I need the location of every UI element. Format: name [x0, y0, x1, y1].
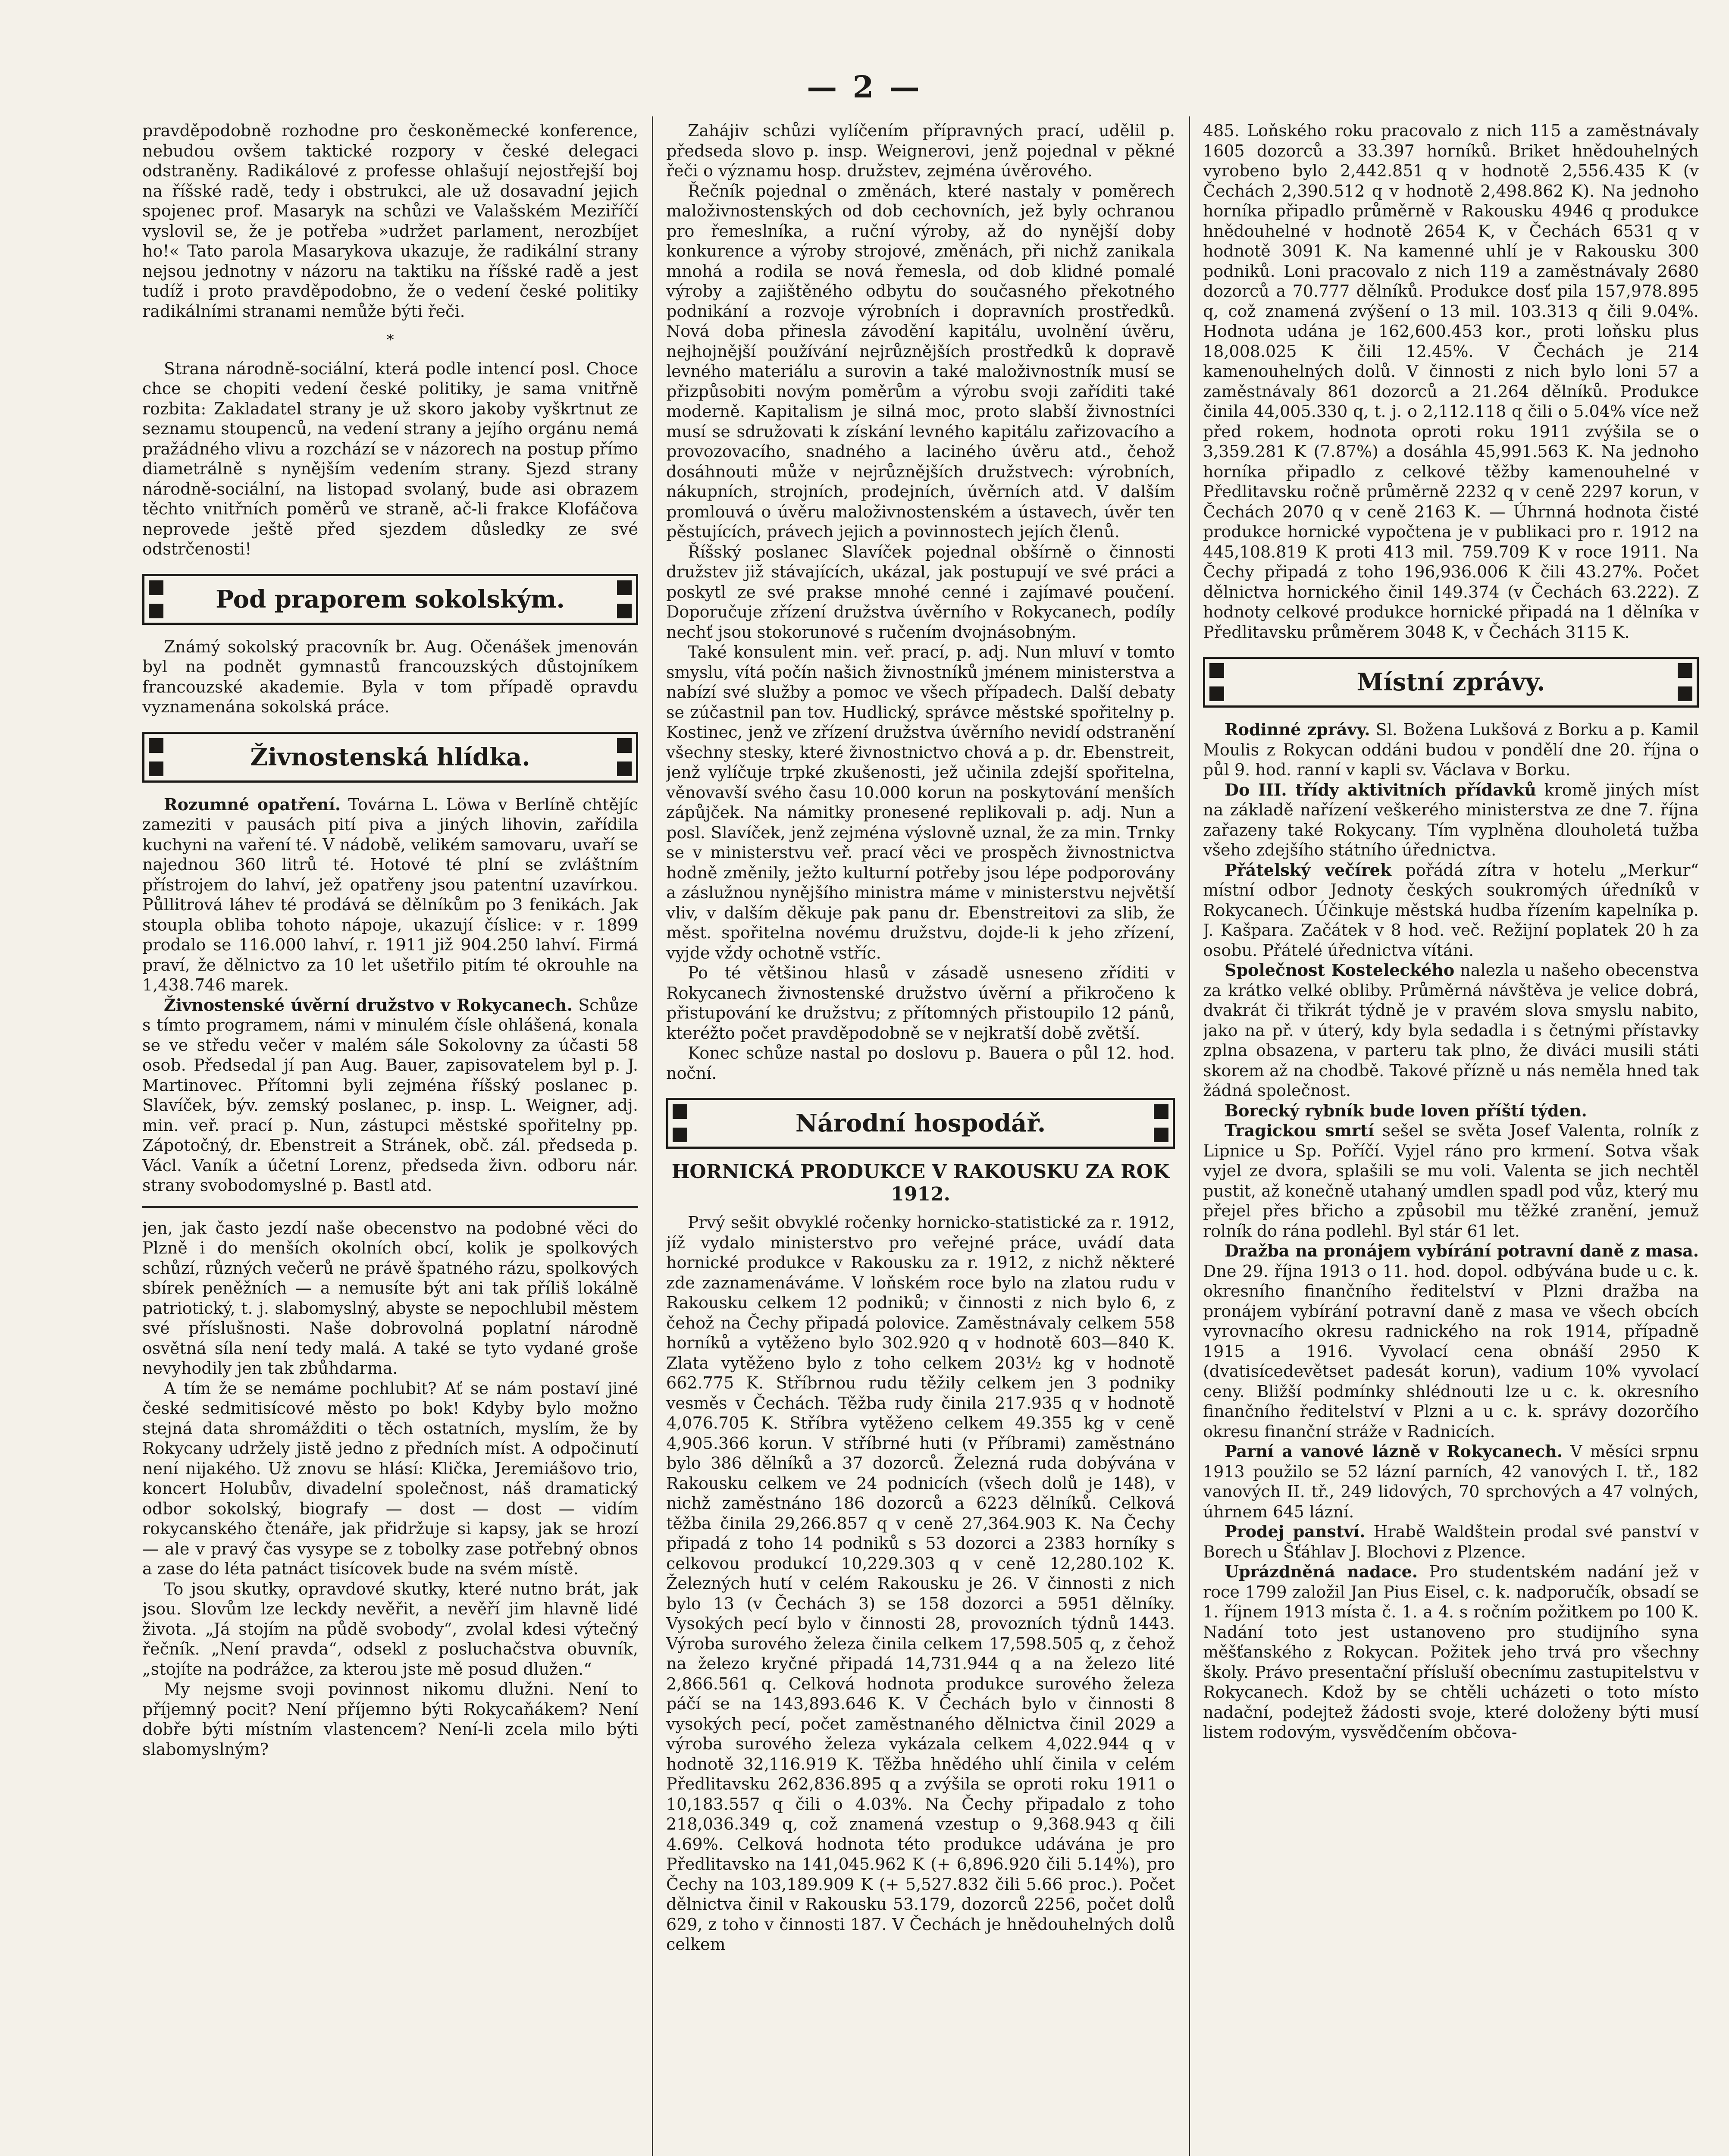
- meeting-paragraph-4: Také konsulent min. veř. prací, p. adj. Nun mluví v tomto smyslu, vítá počín našich živnostníků jménem ministerstva a nabízí své služby a pomoc ve všech případech. Další debaty se zúčastnil pan tov. Hudlický, správce městské spořitelny p. Kostinec, jenž ve zřízení družstva úvěrního nevidí odstranění všechny stesky, které živnostnictvo chová a p. dr. Ebenstreit, jenž vylíčuje trpké zkušenosti, jež učinila zdejší spořitelna, věnovavší svého času 10.000 korun na poskytování menších zápůjček. Na námitky pronesené replikovali p. adj. Nun a posl. Slavíček, jenž zejména výslovně uznal, že za min. Trnky se v ministerstvu veř. prací věci ve prospěch živnostnictva hodně změnily, ježto kulturní potřeby jsou lépe podporovány a záslužnou nynějšího ministra máme v ministerstvu největší vliv, v dalším děkuje pak panu dr. Ebenstreitovi za slib, že měst. spořitelna novému družstvu, dojde-li k jeho zřízení, vyjde vždy ochotně vstříc.: [666, 642, 1175, 962]
- meeting-paragraph-5: Po té většinou hlasů v zásadě usneseno zříditi v Rokycanech živnostenské družstvo úvěrní a přikročeno k přistupování ke družstvu; z přítomných přistoupilo 12 pánů, kteréžto počet pravděpodobně se v nejkratší době zvětší.: [666, 963, 1175, 1043]
- sokol-section-heading: Pod praporem sokolským.: [142, 574, 638, 625]
- local-news-evening: Přátelský večírek pořádá zítra v hotelu „Merkur“ místní odbor Jednoty českých soukromých úředníků v Rokycanech. Účinkuje městská hudba řízením kapelníka p. J. Kašpara. Začátek v 8 hod. več. Režijní poplatek 20 h za osobu. Přátelé úřednictva vítáni.: [1203, 860, 1699, 960]
- economy-section-heading: Národní hospodář.: [666, 1098, 1175, 1149]
- trade-section-heading: Živnostenská hlídka.: [142, 732, 638, 783]
- meeting-paragraph-2: Řečník pojednal o změnách, které nastaly v poměrech maloživnostenských od dob cechovních, jež byly ochranou pro řemeslníka, a ruční výroby, až do nynější doby konkurence a výroby strojové, změnách, při nichž zanikala mnohá a rodila se nová řemesla, od dob klidné pomalé výroby a zajištěného odbytu do současného překotného podnikání a rozvoje výrobních i dopravních prostředků. Nová doba přinesla závodění kapitálu, uvolnění úvěru, nejhojnější používání nejrůznějších prostředků k dopravě levného materiálu a surovin a také maloživnostník musí se přizpůsobiti novým poměrům a výrobu svoji zaříditi také moderně. Kapitalism je silná moc, proto slabší živnostníci musí se sdružovati k získání levného kapitálu zařizovacího a provozovacího, snadného a laciného úvěru atd., čehož dosáhnouti může v nejrůznějších družstvech: výrobních, nákupních, strojních, prodejních, úvěrních atd. V dalším promlouvá o úvěru maloživnostenském a ústavech, úvěr ten pěstujících, právech jejich a povinnostech jejích členů.: [666, 181, 1175, 541]
- local-news-family: Rodinné zprávy. Sl. Božena Lukšová z Borku a p. Kamil Moulis z Rokycan oddáni budou v pondělí dne 20. října o půl 9. hod. ranní v kapli sv. Václava v Borku.: [1203, 720, 1699, 779]
- local-news-estate: Prodej panství. Hrabě Waldštein prodal své panství v Borech u Šťáhlav J. Blochovi z Plzence.: [1203, 1522, 1699, 1561]
- column-left: [142, 121, 638, 2156]
- meeting-paragraph-1: Zahájiv schůzi vylíčením přípravných prací, udělil p. předseda slovo p. insp. Weignerovi, jenž pojednal v pěkné řeči o významu hosp. družstev, zejména úvěrového.: [666, 121, 1175, 180]
- column-middle: [666, 121, 1175, 2156]
- column-right: [1203, 121, 1699, 2156]
- local-news-baths: Parní a vanové lázně v Rokycanech. V měsíci srpnu 1913 použilo se 52 lázní parních, 42 vanových I. tř., 182 vanových II. tř., 249 lidových, 70 sprchových a 47 volných, úhrnem 645 lázní.: [1203, 1442, 1699, 1521]
- local-news-foundation: Uprázdněná nadace. Pro studentském nadání jež v roce 1799 založil Jan Pius Eisel, c. k. nadporučík, obsadí se 1. říjnem 1913 místa č. 1. a 4. s ročním požitkem po 100 K. Nadání toto jest ustanoveno pro studijního syna měšťanského z Rokycan. Požitek jeho trvá pro všechny školy. Právo presentační přísluší obecnímu zastupitelstvu v Rokycanech. Kdož by se chtěli ucházeti o toto místo nadační, podejtež žádosti svoje, které doloženy býti musí listem rodovým, vysvědčením občova-: [1203, 1562, 1699, 1742]
- local-news-auction: Dražba na pronájem vybírání potravní daně z masa. Dne 29. října 1913 o 11. hod. dopol. odbývána bude u c. k. okresního finančního ředitelství v Plzni dražba na pronájem vybírání potravní daně z masa ve všech obcích vyrovnacího okresu radnického na rok 1914, případně 1915 a 1916. Vyvolací cena obnáší 2950 K (dvatisícedevětset padesát korun), vadium 10% vyvolací ceny. Bližší podmínky shlédnouti lze u c. k. okresního finančního ředitelství v Plzni a u c. k. správy dozorčího okresu finanční stráže v Radnicích.: [1203, 1241, 1699, 1441]
- divider: [142, 1206, 638, 1208]
- mining-article: Prvý sešit obvyklé ročenky hornicko-statistické za r. 1912, jíž vydalo ministerstvo pro veřejné práce, uvádí data hornické produkce v Rakousku za r. 1912, z nichž některé zde zaznamenáváme. V loňském roce bylo na zlatou rudu v Rakousku celkem 12 podniků; v činnosti z nich bylo 6, z čehož na Čechy připadá polovice. Zaměstnávaly celkem 558 horníků a vytěženo bylo 302.920 q v hodnotě 603—840 K. Zlata vytěženo bylo z toho celkem 203½ kg v hodnotě 662.775 K. Stříbrnou rudu těžily celkem jen 3 podniky vesměs v Čechách. Těžba rudy činila 217.935 q v hodnotě 4,076.705 K. Stříbra vytěženo celkem 49.355 kg v ceně 4,905.366 korun. V stříbrné huti (v Příbrami) zaměstnáno bylo 386 dělníků a 37 dozorců. Železná ruda dobývána v Rakousku celkem ve 24 podnicích (všech dolů je 148), v nichž zaměstnáno 186 dozorců a 6223 dělníků. Celková těžba činila 29,266.857 q v ceně 27,364.903 K. Na Čechy připadá z toho 14 podniků s 53 dozorci a 2383 horníky s celkovou produkcí 10,229.303 q v ceně 12,280.102 K. Železných hutí v celém Rakousku je 26. V činnosti z nich bylo 13 (v Čechách 3) se 158 dozorci a 5951 dělníky. Vysokých pecí bylo v činnosti 28, provozních týdnů 1443. Výroba surového železa činila celkem 17,598.505 q, z čehož na železo kryčné připadá 14,731.944 q a na železo lité 2,866.561 q. Celková hodnota produkce surového železa páčí se na 143,893.646 K. V Čechách bylo v činnosti 8 vysokých pecí, počet zaměstnaného dělnictva činil 2029 a výroba surového železa vykázala celkem 4,022.944 q v hodnotě 32,116.919 K. Těžba hnědého uhlí činila v celém Předlitavsku 262,836.895 q a zvýšila se oproti roku 1911 o 10,183.557 q čili o 4.03%. Na Čechy připadalo z toho 218,036.349 q, což znamená vzestup o 9,368.943 q čili 4.69%. Celková hodnota této produkce udávána je pro Předlitavsko na 141,045.962 K (+ 6,896.920 čili 5.14%), pro Čechy na 103,189.909 K (+ 5,527.832 čili 5.66 proc.). Počet dělnictva činil v Rakousku 53.179, dozorců 2256, počet dolů 629, z toho v činnosti 187. V Čechách je hnědouhelných dolů celkem: [666, 1213, 1175, 1954]
- local-news-theatre: Společnost Kosteleckého nalezla u našeho obecenstva za krátko velké obliby. Průměrná návštěva je velice dobrá, dvakrát či třikrát týdně je v pravém slova smyslu nabito, jako na př. v úterý, kdy byla sedadla i s četnými přístavky zplna obsazena, v parteru tak plno, že diváci musili státi skorem až na chodbě. Takové přízně u nás neměla hned tak žádná společnost.: [1203, 960, 1699, 1100]
- essay-paragraph-2: A tím že se nemáme pochlubit? Ať se nám postaví jiné české sedmitisícové město po bok! Kdyby bylo možno stejná data shromážditi o těch ostatních, myslím, že by Rokycany udržely jistě jedno z předních míst. A odpočinutí není nijakého. Už znovu se hlásí: Klička, Jeremiášovo trio, koncert Holubův, divadelní společnost, náš dramatický odbor sokolský, biografy — dost — dost — vidím rokycanského čtenáře, jak přidržuje si kapsy, jak se hrozí — ale v pravý čas vysype se z tobolky zase potřebný obnos a zase do léta patnáct tisícovek bude na svém místě.: [142, 1379, 638, 1578]
- column-rule-2: [1189, 116, 1190, 2156]
- essay-paragraph-3: To jsou skutky, opravdové skutky, které nutno brát, jak jsou. Slovům lze leckdy nevěřit, a nevěří jim hlavně lidé života. „Já stojím na půdě svobody“, zvolal kdesi výtečný řečník. „Není pravda“, odsekl z posluchačstva obuvník, „stojíte na podrážce, za kterou jste mě posud dlužen.“: [142, 1579, 638, 1679]
- local-news-allowances: Do III. třídy aktivitních přídavků kromě jiných míst na základě nařízení veškerého ministerstva ze dne 7. října zařazeny také Rokycany. Tím vyplněna dlouholetá tužba všeho zdejšího státního úřednictva.: [1203, 780, 1699, 859]
- essay-paragraph-4: My nejsme svoji povinnost nikomu dlužni. Není to příjemný pocit? Není příjemno býti Rokycaňákem? Není dobře býti místním vlastencem? Není-li zcela milo býti slabomyslným?: [142, 1680, 638, 1759]
- local-news-heading: Místní zprávy.: [1203, 657, 1699, 708]
- mining-continued: 485. Loňského roku pracovalo z nich 115 a zaměstnávaly 1605 dozorců a 33.397 horníků. Briket hnědouhelných vyrobeno bylo 2,442.851 q v hodnotě 2,556.435 K (v Čechách 2,390.512 q v hodnotě 2,498.862 K). Na jednoho horníka připadlo průměrně v Rakousku 4946 q produkce hnědouhelné v hodnotě 2654 K, v Čechách 6531 q v hodnotě 3091 K. Na kamenné uhlí je v Rakousku 300 podniků. Loni pracovalo z nich 119 a zaměstnávaly 2680 dozorců a 70.777 dělníků. Produkce dosť pila 157,978.895 q, což znamená zvýšení o 13 mil. 103.313 q čili 9.04%. Hodnota udána je 162,600.453 kor., proti loňsku plus 18,008.025 K čili 12.45%. V Čechách je 214 kamenouhelných dolů. V činnosti z nich bylo loni 57 a zaměstnávaly 861 dozorců a 21.264 dělníků. Produkce činila 44,005.330 q, t. j. o 2,112.118 q čili o 5.04% více než před rokem, hodnota oproti roku 1911 zvýšila se o 3,359.281 K (7.87%) a dosáhla 45,991.563 K. Na jednoho horníka připadlo z celkové těžby kamenouhelné v Předlitavsku ročně průměrně 2232 q v ceně 2297 korun, v Čechách 2070 q v ceně 2163 K. — Úhrnná hodnota čisté produkce hornické vypočtena je v publikaci pro r. 1912 na 445,108.819 K proti 413 mil. 759.709 K v roce 1911. Na Čechy připadá z toho 196,936.006 K čili 43.27%. Počet dělnictva hornického činil 149.374 (v Čechách 63.222). Z hodnoty celkové produkce hornické připadá na 1 dělníka v Předlitavsku průměrem 3048 K, v Čechách 3115 K.: [1203, 121, 1699, 642]
- trade-news-1: Rozumné opatření. Továrna L. Löwa v Berlíně chtějíc zameziti v pausách pití piva a jiných lihovin, zařídila kuchyni na vaření té. V nádobě, velikém samovaru, uvaří se najednou 360 litrů té. Hotové té plní se zvláštním přístrojem do lahví, jež opatřeny jsou patentní uzavírkou. Půllitrová láhev té prodává se dělníkům po 3 fenikách. Jak stoupla obliba tohoto nápoje, ukazují číslice: v r. 1899 prodalo se 116.000 lahví, r. 1911 již 904.250 lahví. Firmá praví, že dělnictvo za 10 let ušetřilo pitím té okrouhle na 1,438.746 marek.: [142, 794, 638, 994]
- trade-news-2: Živnostenské úvěrní družstvo v Rokycanech. Schůze s tímto programem, námi v minulém čísle ohlášená, konala se ve středu večer v malém sále Sokolovny za účasti 58 osob. Předsedal jí pan Aug. Bauer, zapisovatelem byl p. J. Martinovec. Přítomni byli zejména říšský poslanec p. Slavíček, býv. zemský poslanec, p. insp. L. Weigner, adj. min. veř. prací p. Nun, zástupci městské spořitelny pp. Zápotočný, dr. Ebenstreit a Stránek, obč. zál. předseda p. Václ. Vaník a účetní Lorenz, předseda živn. odboru nár. strany svobodomyslné p. Bastl atd.: [142, 995, 638, 1195]
- meeting-paragraph-6: Konec schůze nastal po doslovu p. Bauera o půl 12. hod. noční.: [666, 1044, 1175, 1083]
- politics-paragraph-2: Strana národně-sociální, která podle intencí posl. Choce chce se chopiti vedení české politiky, je sama vnitřně rozbita: Zakladatel strany je už skoro jakoby vyškrtnut ze seznamu stoupenců, na vedení strany a jejího orgánu nemá pražádného vlivu a rozchází se v názorech na postup přímo diametrálně s nynějším vedením strany. Sjezd strany národně-sociální, na listopad svolaný, bude asi obrazem těchto vnitřních poměrů ve straně, ač-li frakce Klofáčova neprovede ještě před sjezdem důsledky ze své odstrčenosti!: [142, 359, 638, 558]
- sokol-news: Známý sokolský pracovník br. Aug. Očenášek jmenován byl na podnět gymnastů francouzských důstojníkem francouzské akademie. Byla v tom případě opravdu vyznamenána sokolská práce.: [142, 637, 638, 716]
- local-news-pond: Borecký rybník bude loven příští týden.: [1225, 1100, 1587, 1120]
- meeting-paragraph-3: Říšský poslanec Slavíček pojednal obšírně o činnosti družstev již stávajících, ukázal, jak postupují ve své práci a poskytl ze své prakse mnohé cenné i zajímavé poučení. Doporučuje zřízení družstva úvěrního v Rokycanech, podíly nechť jsou stokorunové s ručením dvojnásobným.: [666, 542, 1175, 642]
- column-rule-1: [652, 116, 653, 2156]
- local-news-death: Tragickou smrtí sešel se světa Josef Valenta, rolník z Lipnice u Sp. Poříčí. Vyjel ráno pro krmení. Sotva však vyjel ze dvora, splašili se mu voli. Valenta se jich nechtěl pustit, až konečně utahaný umdlen spadl pod vůz, který mu přejel přes břicho a způsobil mu těžké zranění, jemuž rolník do rána podlehl. Byl stár 61 let.: [1203, 1121, 1699, 1241]
- politics-paragraph-1: pravděpodobně rozhodne pro českoněmecké konference, nebudou ovšem taktické rozpory v české delegaci odstraněny. Radikálové z professe ohlašují nejostřejší boj na říšské radě, tedy i obstrukci, ale už dosavadní jejich spojenec prof. Masaryk na schůzi ve Valašském Meziříčí vyslovil se, že je potřeba »udržet parlament, nerozbíjet ho!« Tato parola Masarykova ukazuje, že radikální strany nejsou jednotny v názoru na taktiku na říšské radě a jest tudíž i proto pravděpodobno, že o vedení české politiky radikálními stranami nemůže býti řeči.: [142, 121, 638, 321]
- essay-paragraph-1: jen, jak často jezdí naše obecenstvo na podobné věci do Plzně i do menších okolních obcí, kolik je spolkových schůzí, různých večerů ne právě špatného rázu, spolkových sbírek peněžních — a nemusíte být ani tak příliš lokálně patriotický, t. j. slabomyslný, abyste se nepochlubil městem své příslušnosti. Naše dobrovolná poplatní národně osvětná síla není tedy malá. A také se tyto vydané groše nevyhodily jen tak zbůhdarma.: [142, 1218, 638, 1378]
- article-title: HORNICKÁ PRODUKCE V RAKOUSKU ZA ROK 1912.: [671, 1161, 1170, 1205]
- section-separator: *: [386, 331, 394, 348]
- page-number: — 2 —: [807, 69, 922, 105]
